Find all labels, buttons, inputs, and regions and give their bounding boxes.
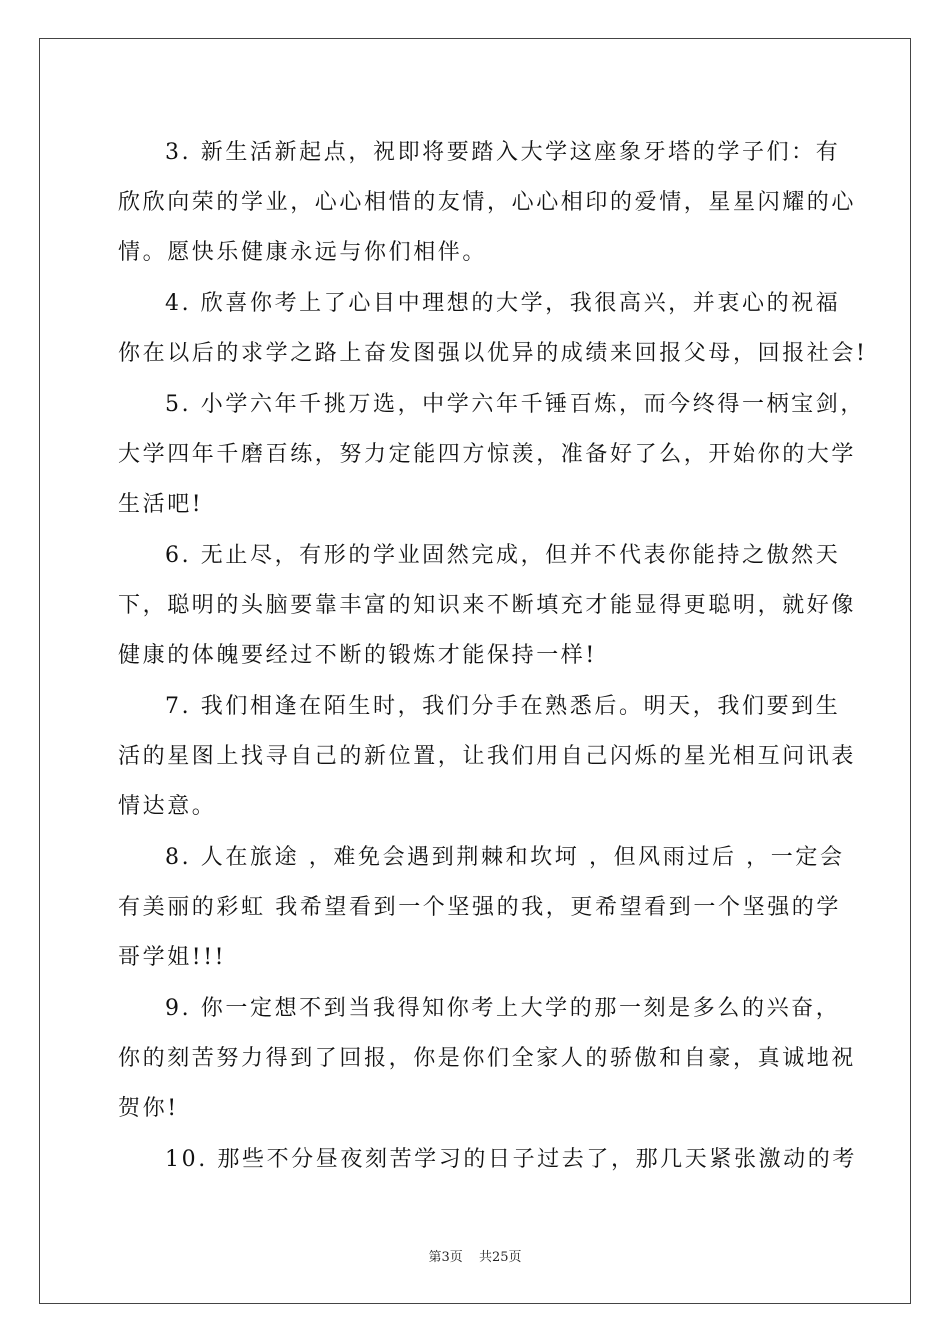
text-line: 8. 人在旅途 ，难免会遇到荆棘和坎坷 ，但风雨过后 ，一定会 <box>165 845 845 870</box>
paragraph-6 <box>118 531 857 681</box>
text-line: 情。愿快乐健康永远与你们相伴。 <box>118 240 488 265</box>
paragraph-9 <box>118 984 857 1134</box>
text-line: 5. 小学六年千挑万选，中学六年千锤百炼，而今终得一柄宝剑， <box>165 392 865 417</box>
paragraph-4 <box>118 279 868 379</box>
paragraph-10 <box>118 1135 857 1185</box>
text-line: 你在以后的求学之路上奋发图强以优异的成绩来回报父母，回报社会! <box>118 341 868 366</box>
text-line: 你的刻苦努力得到了回报，你是你们全家人的骄傲和自豪，真诚地祝 <box>118 1046 857 1071</box>
text-line: 9. 你一定想不到当我得知你考上大学的那一刻是多么的兴奋， <box>165 996 841 1021</box>
text-line: 3. 新生活新起点，祝即将要踏入大学这座象牙塔的学子们：有 <box>165 140 841 165</box>
text-line: 7. 我们相逢在陌生时，我们分手在熟悉后。明天，我们要到生 <box>165 694 841 719</box>
paragraph-7 <box>118 682 857 832</box>
text-line: 10. 那些不分昼夜刻苦学习的日子过去了，那几天紧张激动的考 <box>165 1147 857 1172</box>
text-line: 欣欣向荣的学业，心心相惜的友情，心心相印的爱情，星星闪耀的心 <box>118 190 857 215</box>
text-line: 下，聪明的头脑要靠丰富的知识来不断填充才能显得更聪明，就好像 <box>118 593 857 618</box>
paragraph-3 <box>118 128 857 278</box>
text-line: 活的星图上找寻自己的新位置，让我们用自己闪烁的星光相互问讯表 <box>118 744 857 769</box>
text-line: 4. 欣喜你考上了心目中理想的大学，我很高兴，并衷心的祝福 <box>165 291 841 316</box>
text-line: 贺你! <box>118 1096 179 1121</box>
page-number: 第3页 <box>428 1250 463 1265</box>
text-line: 哥学姐!!! <box>118 945 227 970</box>
text-line: 生活吧! <box>118 492 204 517</box>
text-line: 6. 无止尽，有形的学业固然完成，但并不代表你能持之傲然天 <box>165 543 841 568</box>
text-line: 健康的体魄要经过不断的锻炼才能保持一样! <box>118 643 597 668</box>
paragraph-5 <box>118 380 865 530</box>
page-total: 共25页 <box>478 1250 522 1265</box>
document-body <box>118 128 868 1186</box>
text-line: 有美丽的彩虹 我希望看到一个坚强的我，更希望看到一个坚强的学 <box>118 895 841 920</box>
page-footer <box>0 1246 950 1265</box>
text-line: 情达意。 <box>118 794 217 819</box>
paragraph-8 <box>118 833 845 983</box>
text-line: 大学四年千磨百练，努力定能四方惊羡，准备好了么，开始你的大学 <box>118 442 857 467</box>
